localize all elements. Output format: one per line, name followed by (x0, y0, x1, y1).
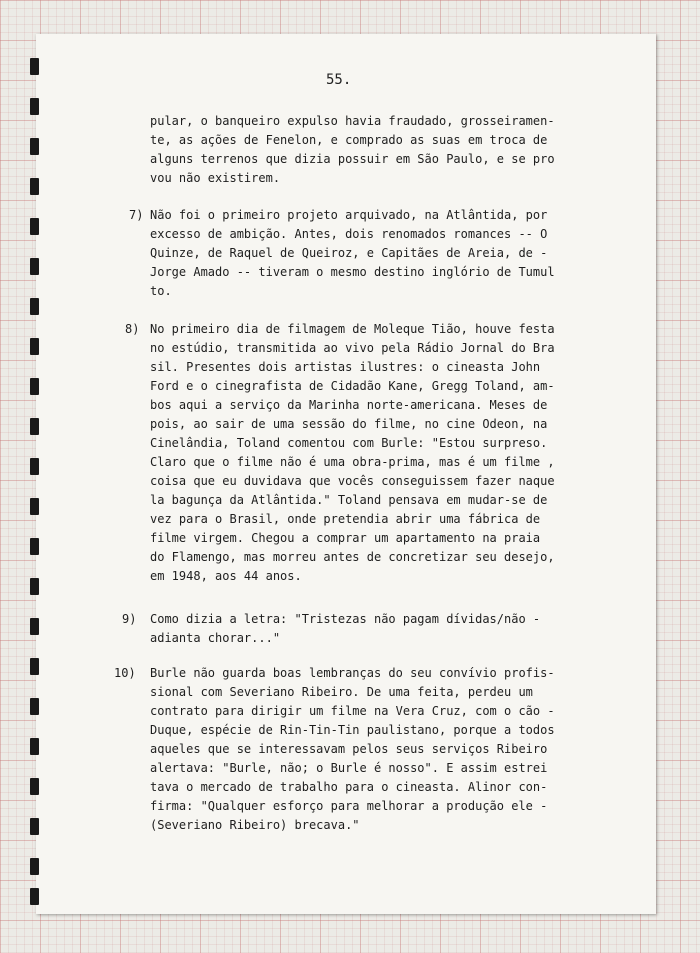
binding-hole (30, 738, 39, 755)
text-line: vou não existirem. (150, 171, 281, 185)
text-line: Jorge Amado -- tiveram o mesmo destino inglório de Tumul (150, 265, 555, 279)
binding-hole (30, 618, 39, 635)
text-line: te, as ações de Fenelon, e comprado as suas em troca de (150, 133, 548, 147)
page-number: 55. (326, 72, 352, 88)
text-line: alguns terrenos que dizia possuir em São Paulo, e se pro (150, 152, 555, 166)
text-line: Como dizia a letra: "Tristezas não pagam dívidas/não - (150, 612, 541, 626)
text-line: no estúdio, transmitida ao vivo pela Rádio Jornal do Bra (150, 341, 555, 355)
text-line: aqueles que se interessavam pelos seus serviços Ribeiro (150, 742, 548, 756)
binding-hole (30, 538, 39, 555)
binding-hole (30, 578, 39, 595)
text-line: Burle não guarda boas lembranças do seu convívio profis- (150, 666, 555, 680)
text-line: sil. Presentes dois artistas ilustres: o cineasta John (150, 360, 541, 374)
text-line: coisa que eu duvidava que vocês conseguissem fazer naque (150, 474, 555, 488)
text-line: em 1948, aos 44 anos. (150, 569, 302, 583)
text-line: Quinze, de Raquel de Queiroz, e Capitães de Areia, de - (150, 246, 548, 260)
note-number: 8) (125, 322, 140, 336)
note-number: 9) (122, 612, 137, 626)
binding-hole (30, 858, 39, 875)
text-line: Ford e o cinegrafista de Cidadão Kane, Gregg Toland, am- (150, 379, 555, 393)
binding-hole (30, 458, 39, 475)
binding-hole (30, 498, 39, 515)
note-9-paragraph (150, 610, 610, 648)
text-line: firma: "Qualquer esforço para melhorar a produção ele - (150, 799, 548, 813)
text-line: contrato para dirigir um filme na Vera Cruz, com o cão - (150, 704, 555, 718)
note-8-paragraph (150, 320, 610, 586)
binding-hole (30, 298, 39, 315)
text-line: vez para o Brasil, onde pretendia abrir uma fábrica de (150, 512, 541, 526)
text-line: filme virgem. Chegou a comprar um apartamento na praia (150, 531, 541, 545)
text-line: No primeiro dia de filmagem de Moleque Tião, houve festa (150, 322, 555, 336)
note-7-paragraph (150, 206, 610, 301)
text-line: excesso de ambição. Antes, dois renomados romances -- O (150, 227, 548, 241)
binding-hole (30, 218, 39, 235)
note-10-paragraph (150, 664, 610, 835)
binding-hole (30, 98, 39, 115)
text-line: pois, ao sair de uma sessão do filme, no cine Odeon, na (150, 417, 548, 431)
binding-hole (30, 258, 39, 275)
text-line: Duque, espécie de Rin-Tin-Tin paulistano, porque a todos (150, 723, 555, 737)
binding-hole (30, 338, 39, 355)
note-number: 10) (114, 666, 136, 680)
text-line: la bagunça da Atlântida." Toland pensava em mudar-se de (150, 493, 548, 507)
binding-hole (30, 418, 39, 435)
text-line: bos aqui a serviço da Marinha norte-americana. Meses de (150, 398, 548, 412)
text-line: adianta chorar..." (150, 631, 281, 645)
text-line: pular, o banqueiro expulso havia fraudado, grosseiramen- (150, 114, 555, 128)
binding-hole (30, 698, 39, 715)
text-line: (Severiano Ribeiro) brecava." (150, 818, 360, 832)
intro-paragraph (150, 112, 610, 188)
text-line: Não foi o primeiro projeto arquivado, na Atlântida, por (150, 208, 548, 222)
binding-hole (30, 178, 39, 195)
text-line: to. (150, 284, 172, 298)
binding-hole (30, 778, 39, 795)
text-line: do Flamengo, mas morreu antes de concretizar seu desejo, (150, 550, 555, 564)
text-line: sional com Severiano Ribeiro. De uma feita, perdeu um (150, 685, 533, 699)
text-line: Cinelândia, Toland comentou com Burle: "Estou surpreso. (150, 436, 548, 450)
binding-hole (30, 58, 39, 75)
note-number: 7) (129, 208, 144, 222)
text-line: tava o mercado de trabalho para o cineasta. Alinor con- (150, 780, 548, 794)
binding-hole (30, 138, 39, 155)
binding-hole (30, 378, 39, 395)
text-line: alertava: "Burle, não; o Burle é nosso". E assim estrei (150, 761, 548, 775)
binding-hole (30, 888, 39, 905)
binding-hole (30, 818, 39, 835)
text-line: Claro que o filme não é uma obra-prima, mas é um filme , (150, 455, 555, 469)
binding-hole (30, 658, 39, 675)
